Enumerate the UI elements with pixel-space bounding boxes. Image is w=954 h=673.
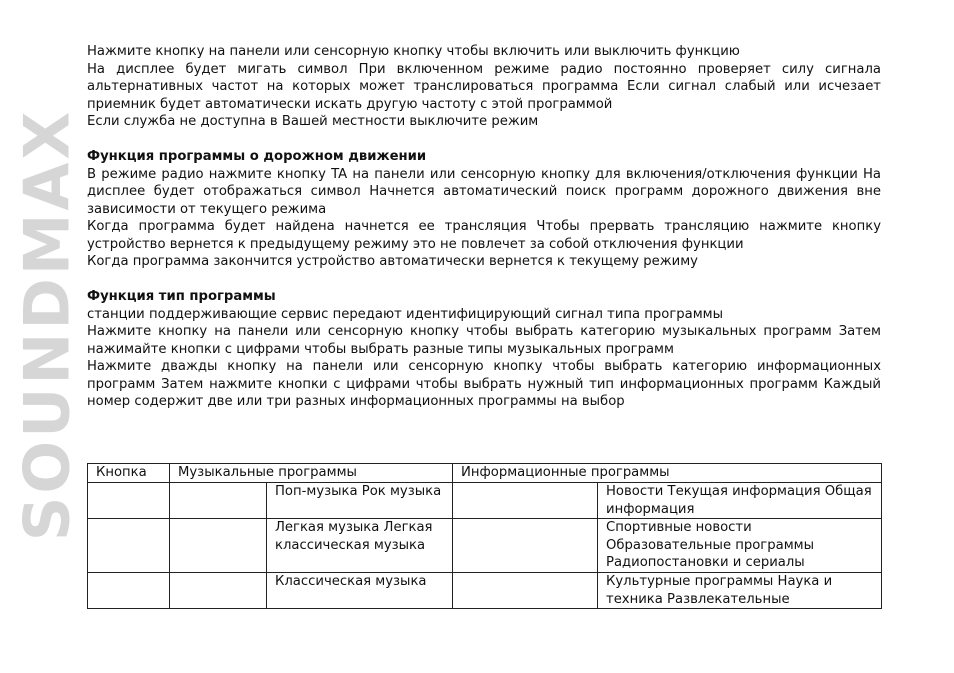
table-row	[88, 519, 882, 573]
document-body	[87, 43, 881, 411]
paragraph: станции поддерживающие сервис передают идентифицирующий сигнал типа программы	[87, 306, 724, 322]
table-cell	[170, 573, 267, 609]
table-header-cell: Музыкальные программы	[170, 464, 453, 483]
table-cell	[88, 519, 170, 573]
table-cell	[453, 573, 598, 609]
table-cell	[170, 519, 267, 573]
table-row	[88, 483, 882, 519]
paragraph: Нажмите кнопку на панели или сенсорную кнопку чтобы выбрать категорию музыкальных программ Затем нажимайте кнопки с цифрами чтобы выбрать разные типы музыкальных программ	[87, 324, 881, 357]
table-cell: Культурные программы Наука и техника Развлекательные	[598, 573, 882, 609]
section-heading-ta: Функция программы о дорожном движении	[87, 149, 427, 164]
table-cell: Новости Текущая информация Общая информация	[598, 483, 882, 519]
table-header-row	[88, 464, 882, 483]
paragraph: На дисплее будет мигать символ При включенном режиме радио постоянно проверяет силу сигнала альтернативных частот на которых может транслироваться программа Если сигнал слабый или исчезает приемник будет автоматически искать другую частоту с этой программой	[87, 61, 881, 112]
brand-logo-text: SOUNDMAX	[10, 108, 84, 542]
table-cell	[88, 573, 170, 609]
table-cell: Классическая музыка	[267, 573, 453, 609]
table-cell	[453, 519, 598, 573]
paragraph: Когда программа будет найдена начнется ее трансляция Чтобы прервать трансляцию нажмите кнопку устройство вернется к предыдущему режиму это не повлечет за собой отключения функции	[87, 219, 881, 252]
paragraph: Когда программа закончится устройство автоматически вернется к текущему режиму	[87, 254, 698, 269]
table-header-cell: Кнопка	[88, 464, 170, 483]
paragraph: Если служба не доступна в Вашей местности выключите режим	[87, 114, 539, 129]
table-cell: Спортивные новости Образовательные программы Радиопостановки и сериалы	[598, 519, 882, 573]
table-row	[88, 573, 882, 609]
paragraph: Нажмите дважды кнопку на панели или сенсорную кнопку чтобы выбрать категорию информационных программ Затем нажмите кнопки с цифрами чтобы выбрать нужный тип информационных программ Каждый номер содержит две или три разных информационных программы на выбор	[87, 359, 881, 409]
section-heading-pty: Функция тип программы	[87, 289, 276, 304]
brand-watermark	[10, 44, 84, 606]
table-cell	[88, 483, 170, 519]
table-cell	[170, 483, 267, 519]
table-cell	[453, 483, 598, 519]
paragraph: В режиме радио нажмите кнопку TA на панели или сенсорную кнопку для включения/отключения функции На дисплее будет отображаться символ Начнется автоматический поиск программ дорожного движения вне зависимости от текущего режима	[87, 166, 881, 217]
pty-table	[87, 463, 882, 609]
table-header-cell: Информационные программы	[453, 464, 882, 483]
table-cell: Поп-музыка Рок музыка	[267, 483, 453, 519]
paragraph: Нажмите кнопку на панели или сенсорную кнопку чтобы включить или выключить функцию	[87, 44, 740, 59]
table-cell: Легкая музыка Легкая классическая музыка	[267, 519, 453, 573]
